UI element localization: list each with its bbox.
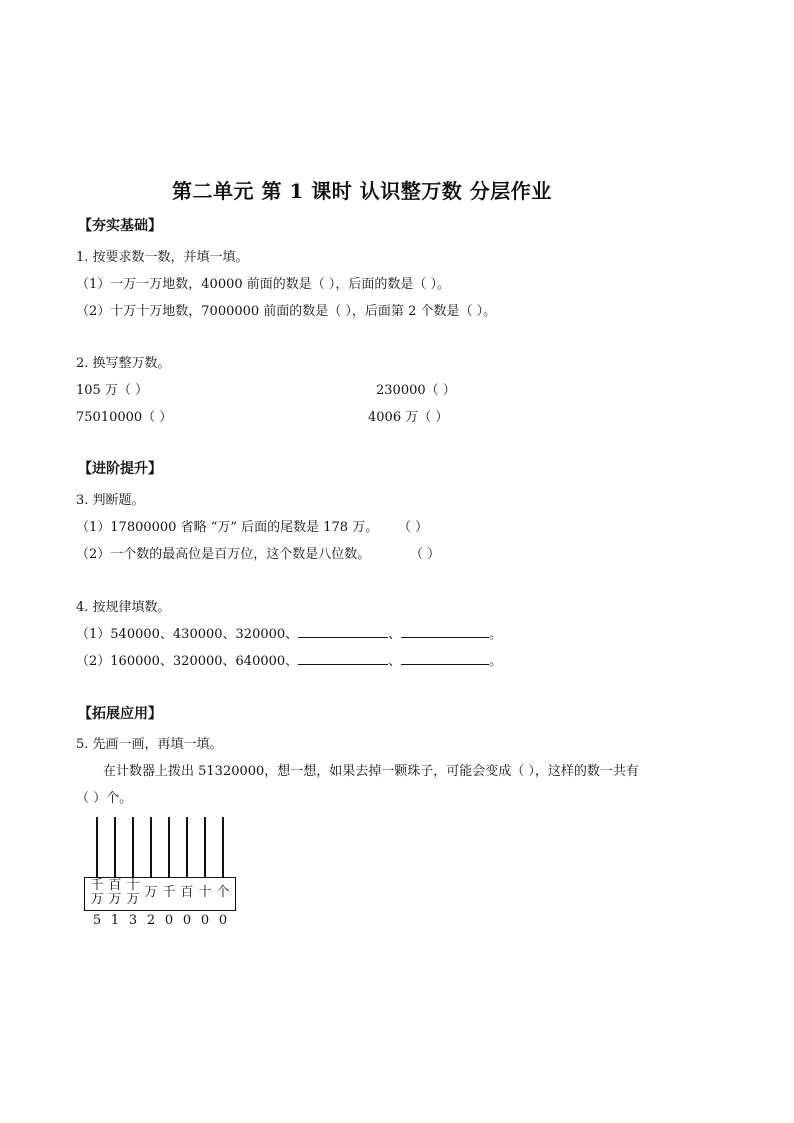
period: 。 (489, 654, 503, 669)
abacus-rod[interactable] (204, 817, 206, 877)
place-label: 十 万 (126, 878, 140, 907)
question-2-item-a: 105 万（ ） (76, 383, 149, 398)
section-heading-advanced: 【进阶提升】 (78, 461, 162, 477)
answer-blank[interactable] (298, 652, 388, 665)
abacus-digit: 0 (164, 913, 174, 928)
question-1-stem: 1. 按要求数一数，并填一填。 (76, 250, 249, 265)
place-label: 百 万 (108, 878, 122, 907)
abacus-rod[interactable] (114, 817, 116, 877)
period: 。 (489, 627, 503, 642)
abacus-rod[interactable] (168, 817, 170, 877)
question-4-part-1 (76, 623, 502, 642)
place-label: 万 (144, 885, 158, 900)
answer-blank[interactable] (298, 625, 388, 638)
abacus-digit: 5 (92, 913, 102, 928)
question-5-line-2: （ ）个。 (76, 791, 133, 806)
place-label: 千 万 (90, 878, 104, 907)
question-2-item-d: 4006 万（ ） (368, 410, 449, 425)
abacus-rod[interactable] (96, 817, 98, 877)
question-4-stem: 4. 按规律填数。 (76, 600, 171, 615)
question-3-part-2-answer: （ ） (410, 547, 441, 562)
question-5-stem: 5. 先画一画，再填一填。 (76, 737, 223, 752)
question-2-item-c: 75010000（ ） (76, 410, 173, 425)
section-heading-basics: 【夯实基础】 (78, 218, 162, 234)
question-2-item-b: 230000（ ） (376, 383, 456, 398)
abacus-digit: 2 (146, 913, 156, 928)
question-3-part-1-answer: （ ） (398, 520, 429, 535)
question-1-part-2: （2）十万十万地数，7000000 前面的数是（ ），后面第 2 个数是（ ）。 (76, 304, 497, 319)
question-4-part-2-sequence: （2）160000、320000、640000、 (76, 654, 299, 669)
place-label: 十 (198, 885, 212, 900)
abacus-digit: 3 (128, 913, 138, 928)
abacus-rod[interactable] (132, 817, 134, 877)
question-3-part-1: （1）17800000 省略 “万” 后面的尾数是 178 万。 (76, 520, 379, 535)
separator: 、 (388, 654, 402, 669)
section-heading-application: 【拓展应用】 (78, 706, 162, 722)
question-3-part-2: （2）一个数的最高位是百万位，这个数是八位数。 (76, 547, 371, 562)
abacus-digit: 1 (110, 913, 120, 928)
answer-blank[interactable] (401, 652, 489, 665)
answer-blank[interactable] (401, 625, 489, 638)
question-1-part-1: （1）一万一万地数，40000 前面的数是（ ），后面的数是（ ）。 (76, 277, 451, 292)
abacus-rod[interactable] (222, 817, 224, 877)
abacus-digit: 0 (218, 913, 228, 928)
abacus-rod[interactable] (186, 817, 188, 877)
place-label: 百 (180, 885, 194, 900)
abacus-digit: 0 (182, 913, 192, 928)
question-3-stem: 3. 判断题。 (76, 493, 145, 508)
page-title: 第二单元 第 1 课时 认识整万数 分层作业 (172, 179, 552, 203)
question-5-line-1: 在计数器上拨出 51320000，想一想，如果去掉一颗珠子，可能会变成（ ），这样的数一共有 (103, 764, 639, 779)
question-4-part-2 (76, 650, 502, 669)
abacus-rod[interactable] (150, 817, 152, 877)
place-label: 个 (216, 885, 230, 900)
question-4-part-1-sequence: （1）540000、430000、320000、 (76, 627, 299, 642)
separator: 、 (388, 627, 402, 642)
place-label: 千 (162, 885, 176, 900)
abacus-digit: 0 (200, 913, 210, 928)
question-2-stem: 2. 换写整万数。 (76, 356, 171, 371)
